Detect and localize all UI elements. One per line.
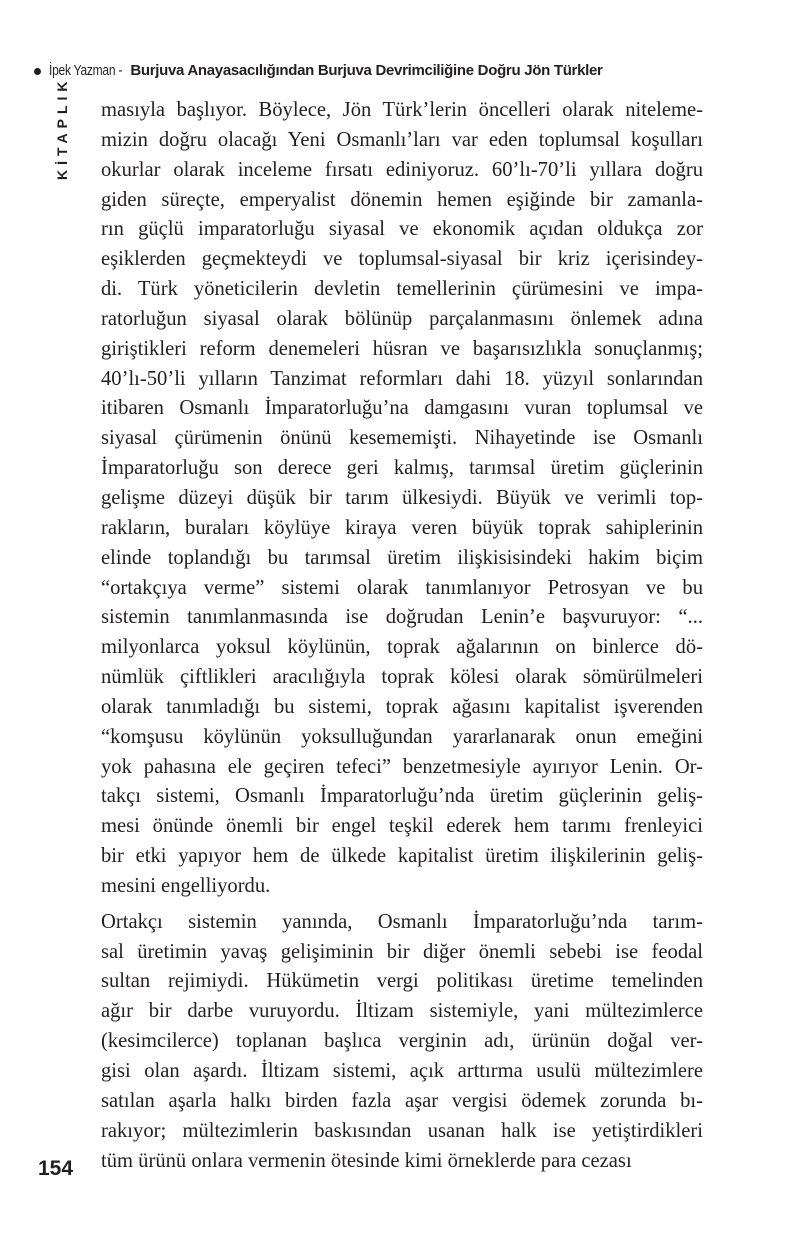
page-number: 154 [38,1157,74,1180]
header-title: Burjuva Anayasacılığından Burjuva Devrimciliğine Doğru Jön Türkler [130,62,603,79]
text-line: giden süreçte, emperyalist dönemin hemen eşiğinde bir zamanla- [101,188,703,211]
text-line: takçı sistemi, Osmanlı İmparatorluğu’nda üretim güçlerinin geliş- [101,785,703,808]
text-line: masıyla başlıyor. Böylece, Jön Türk’lerin öncelleri olarak niteleme- [101,99,703,121]
text-line: olarak tanımladığı bu sistemi, toprak ağasını kapitalist işverenden [101,695,703,718]
body-text [101,96,703,1176]
text-line: satılan aşarla halkı birden fazla aşar vergisi ödemek zorunda bı- [101,1089,703,1112]
text-line: elinde toplandığı bu tarımsal üretim ilişkisisindeki hakim biçim [101,546,703,569]
text-line: sal üretimin yavaş gelişiminin bir diğer önemli sebebi ise feodal [101,940,703,963]
text-line: tüm ürünü onlara vermenin ötesinde kimi örneklerde para cezası [101,1149,632,1172]
text-line: ağır bir darbe vuruyordu. İltizam sistemiyle, yani mültezimlerce [101,1000,703,1023]
text-line: di. Türk yöneticilerin devletin temellerinin çürümesini ve impa- [101,278,703,301]
text-line: “ortakçıya verme” sistemi olarak tanımlanıyor Petrosyan ve bu [101,576,703,599]
text-line: yok pahasına ele geçiren tefeci” benzetmesiyle ayırıyor Lenin. Or- [101,755,703,778]
text-line: milyonlarca yoksul köylünün, toprak ağalarının on binlerce dö- [101,636,703,659]
text-line: (kesimcilerce) toplanan başlıca verginin adı, ürünün doğal ver- [101,1030,703,1053]
text-line: siyasal çürümenin önünü kesememişti. Nihayetinde ise Osmanlı [101,427,703,450]
text-line: okurlar olarak inceleme fırsatı ediniyoruz. 60’lı-70’li yıllara doğru [101,158,703,181]
text-line: İmparatorluğu son derece geri kalmış, tarımsal üretim güçlerinin [101,457,703,480]
text-line: gisi olan aşardı. İltizam sistemi, açık arttırma usulü mültezimlere [101,1060,703,1082]
text-line: giriştikleri reform denemeleri hüsran ve başarısızlıkla sonuçlanmış; [101,337,703,360]
paragraph [101,908,703,1177]
text-line: mizin doğru olacağı Yeni Osmanlı’ları var eden toplumsal koşulları [101,128,703,151]
bullet-icon [34,68,41,75]
text-line: eşiklerden geçmekteydi ve toplumsal-siyasal bir kriz içerisindey- [101,248,703,271]
text-line: gelişme düzeyi düşük bir tarım ülkesiydi. Büyük ve verimli top- [101,486,703,509]
running-header [34,62,603,79]
text-line: rın güçlü imparatorluğu siyasal ve ekonomik açıdan oldukça zor [101,218,703,241]
header-author: İpek Yazman - [49,62,123,79]
text-line: Ortakçı sistemin yanında, Osmanlı İmparatorluğu’nda tarım- [101,910,703,933]
text-line: itibaren Osmanlı İmparatorluğu’na damgasını vuran toplumsal ve [101,397,703,420]
text-line: bir etki yapıyor hem de ülkede kapitalist üretim ilişkilerinin geliş- [101,845,703,868]
text-line: mesi önünde önemli bir engel teşkil ederek hem tarımı frenleyici [101,815,703,838]
paragraph [101,96,703,902]
text-line: ratorluğun siyasal olarak bölünüp parçalanmasını önlemek adına [101,307,703,330]
text-line: rakıyor; mültezimlerin baskısından usanan halk ise yetiştirdikleri [101,1119,703,1142]
text-line: nümlük çiftlikleri aracılığıyla toprak kölesi olarak sömürülmeleri [101,666,703,689]
text-line: rakların, buraları köylüye kiraya veren büyük toprak sahiplerinin [101,516,703,539]
text-line: 40’lı-50’li yılların Tanzimat reformları dahi 18. yüzyıl sonlarından [101,367,703,390]
text-line: sistemin tanımlanmasında ise doğrudan Lenin’e başvuruyor: “... [101,606,703,629]
text-line: sultan rejimiydi. Hükümetin vergi politikası üretime temelinden [101,970,703,993]
text-line: “komşusu köylünün yoksulluğundan yararlanarak onun emeğini [101,725,703,748]
spine-label: KİTAPLIK [54,76,70,180]
text-line: mesini engelliyordu. [101,874,271,897]
